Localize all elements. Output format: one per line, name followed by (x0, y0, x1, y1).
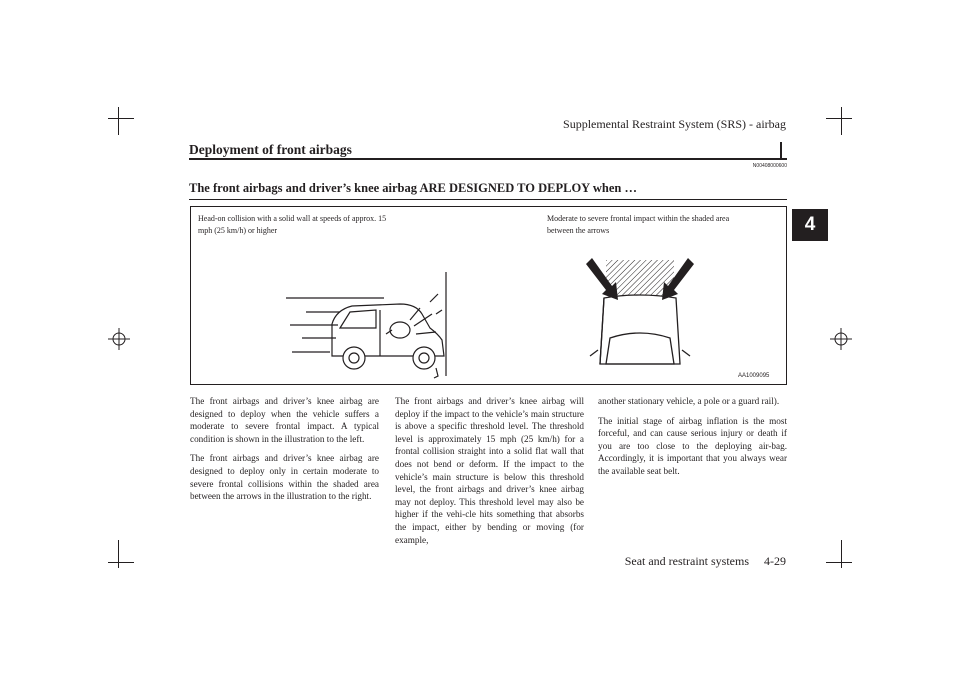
page-footer (560, 554, 786, 569)
footer-page-number: 4-29 (764, 554, 786, 568)
paragraph: The initial stage of airbag inflation is the most forceful, and can cause serious injury or death if you are too close to the deploying air-bag. Accordingly, it is important that you always wear the available seat belt. (598, 415, 787, 476)
crop-mark (108, 118, 134, 119)
paragraph: The front airbags and driver’s knee airbag are designed to deploy when the vehicle suffers a moderate to severe frontal impact. A typical condition is shown in the illustration to the left. (190, 396, 379, 444)
section-title: Deployment of front airbags (189, 142, 352, 157)
crop-mark (841, 107, 842, 135)
paragraph: The front airbags and driver’s knee airbag are designed to deploy only in certain moderate to severe frontal collisions within the shaded area between the arrows in the illustration to the right. (190, 453, 379, 502)
section-code: N00408000600 (752, 163, 787, 169)
crop-mark (108, 562, 134, 563)
subsection-title: The front airbags and driver’s knee airbag ARE DESIGNED TO DEPLOY when … (189, 181, 637, 195)
footer-chapter: Seat and restraint systems (624, 554, 749, 568)
subsection-rule (189, 199, 787, 200)
figure-caption-left: Head-on collision with a solid wall at speeds of approx. 15 mph (25 km/h) or higher (198, 214, 387, 235)
body-column-2 (395, 395, 584, 553)
section-rule-cap (780, 142, 782, 159)
chapter-tab: 4 (792, 209, 828, 241)
figure-caption-right: Moderate to severe frontal impact within the shaded area between the arrows (547, 214, 730, 235)
crop-mark (118, 540, 119, 568)
crop-mark (118, 107, 119, 135)
section-rule (189, 158, 787, 160)
paragraph: another stationary vehicle, a pole or a guard rail). (598, 396, 780, 406)
figure-code: AA1009095 (738, 373, 770, 379)
paragraph: The front airbags and driver’s knee airbag will deploy if the impact to the vehicle’s main structure is above a specific threshold level. The threshold level is approximately 15 mph (25 km/h) for a frontal collision straight into a solid flat wall that does not bend or deform. If the impact to the vehicle’s main structure is below this threshold level, the front airbags and driver’s knee airbag may not deploy. This threshold level may also be higher if the vehi-cle hits something that absorbs the impact, either by bending or moving (for example, (395, 396, 584, 545)
crop-mark (841, 540, 842, 568)
registration-mark-right (830, 328, 852, 350)
body-column-1 (190, 395, 379, 510)
crop-mark (826, 562, 852, 563)
crop-mark (826, 118, 852, 119)
body-column-3 (598, 395, 787, 485)
car-top-view-illustration (580, 258, 700, 370)
page-header-title: Supplemental Restraint System (SRS) - airbag (563, 117, 786, 131)
registration-mark-left (108, 328, 130, 350)
car-wall-collision-illustration (280, 268, 460, 380)
